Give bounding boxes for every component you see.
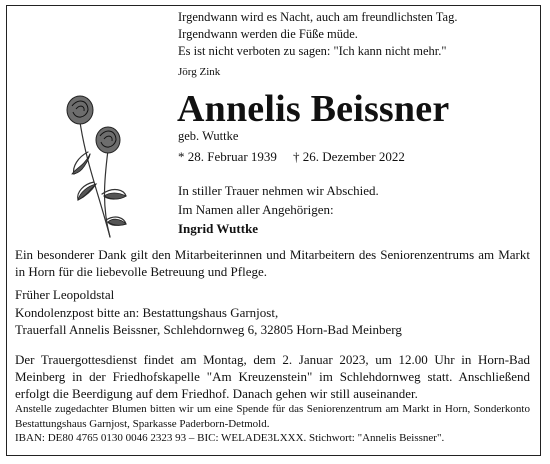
poem-line: Irgendwann werden die Füße müde. <box>178 27 358 41</box>
life-dates <box>178 149 405 165</box>
deceased-name: Annelis Beissner <box>177 88 450 130</box>
thanks-paragraph: Ein besonderer Dank gilt den Mitarbeiterinnen und Mitarbeitern des Seniorenzentrums am Markt in Horn für die liebevolle Betreuung und Pflege. <box>15 247 530 279</box>
rose-icon <box>58 82 138 242</box>
donation-paragraph <box>15 402 530 446</box>
condolence-line: Kondolenzpost bitte an: Bestattungshaus Garnjost, <box>15 305 279 320</box>
poem <box>178 9 528 60</box>
death-date: † 26. Dezember 2022 <box>292 149 405 164</box>
condolence-address <box>15 304 530 338</box>
poem-line: Irgendwann wird es Nacht, auch am freundlichsten Tag. <box>178 10 458 24</box>
service-paragraph: Der Trauergottesdienst findet am Montag, dem 2. Januar 2023, um 12.00 Uhr in Horn-Bad Meinberg in der Friedhofskapelle "Am Kreuzenstein" im Schlehdornweg statt. Anschließend erfolgt die Beerdigung auf dem Friedhof. Danach gehen wir still auseinander. <box>15 352 530 401</box>
donation-bank-details: IBAN: DE80 4765 0130 0046 2323 93 – BIC: WELADE3LXXX. Stichwort: "Annelis Beissner". <box>15 432 445 444</box>
mourning-block <box>178 181 379 238</box>
mourning-line: Im Namen aller Angehörigen: <box>178 202 334 217</box>
former-place: Früher Leopoldstal <box>15 287 115 302</box>
donation-text: Anstelle zugedachter Blumen bitten wir um eine Spende für das Seniorenzentrum am Markt in Horn, Sonderkonto Bestattungshaus Garnjost, Sparkasse Paderborn-Detmold. <box>15 403 530 430</box>
poem-author: Jörg Zink <box>178 66 221 78</box>
signature: Ingrid Wuttke <box>178 221 259 236</box>
mourning-line: In stiller Trauer nehmen wir Abschied. <box>178 183 379 198</box>
birth-date: * 28. Februar 1939 <box>178 149 277 164</box>
birth-name: geb. Wuttke <box>178 129 239 143</box>
poem-line: Es ist nicht verboten zu sagen: "Ich kann nicht mehr." <box>178 44 447 58</box>
condolence-line: Trauerfall Annelis Beissner, Schlehdornweg 6, 32805 Horn-Bad Meinberg <box>15 322 402 337</box>
